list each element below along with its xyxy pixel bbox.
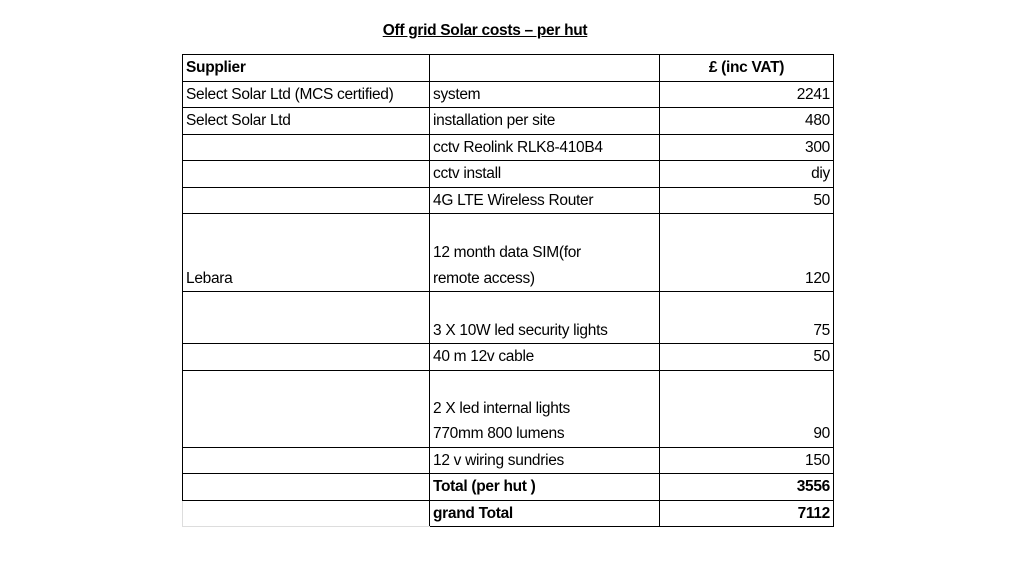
amount-cell: 75 [660,292,834,344]
item-cell: 2 X led internal lights 770mm 800 lumens [430,370,660,447]
header-item [430,55,660,82]
supplier-cell [183,187,430,214]
item-cell: 12 v wiring sundries [430,447,660,474]
supplier-cell: Lebara [183,214,430,292]
table-row [183,187,834,214]
header-supplier: Supplier [183,55,430,82]
supplier-cell [183,161,430,188]
table-row [183,344,834,371]
total-row [183,474,834,501]
item-cell: cctv Reolink RLK8-410B4 [430,134,660,161]
supplier-cell [183,292,430,344]
amount-cell: 480 [660,108,834,135]
item-cell: cctv install [430,161,660,188]
header-amount: £ (inc VAT) [660,55,834,82]
item-cell: installation per site [430,108,660,135]
table-row [183,292,834,344]
amount-cell: diy [660,161,834,188]
item-cell: 3 X 10W led security lights [430,292,660,344]
supplier-cell: Select Solar Ltd (MCS certified) [183,81,430,108]
supplier-cell [183,344,430,371]
supplier-cell [183,474,430,501]
table-row [183,370,834,447]
table-row [183,447,834,474]
grand-total-row [183,500,834,527]
supplier-cell: Select Solar Ltd [183,108,430,135]
table-row [183,214,834,292]
document-title: Off grid Solar costs – per hut [382,22,588,39]
cost-table [182,54,834,527]
item-cell: 4G LTE Wireless Router [430,187,660,214]
amount-cell: 50 [660,344,834,371]
table-row [183,161,834,188]
table-row [183,134,834,161]
supplier-cell [183,447,430,474]
total-label: Total (per hut ) [430,474,660,501]
item-cell: 12 month data SIM(for remote access) [430,214,660,292]
amount-cell: 50 [660,187,834,214]
amount-cell: 90 [660,370,834,447]
amount-cell: 120 [660,214,834,292]
amount-cell: 2241 [660,81,834,108]
supplier-cell [183,500,430,527]
table-row [183,81,834,108]
amount-cell: 300 [660,134,834,161]
amount-cell: 150 [660,447,834,474]
header-row [183,55,834,82]
item-cell: system [430,81,660,108]
table-row [183,108,834,135]
supplier-cell [183,370,430,447]
grand-total-amount: 7112 [660,500,834,527]
total-amount: 3556 [660,474,834,501]
grand-total-label: grand Total [430,500,660,527]
supplier-cell [183,134,430,161]
item-cell: 40 m 12v cable [430,344,660,371]
